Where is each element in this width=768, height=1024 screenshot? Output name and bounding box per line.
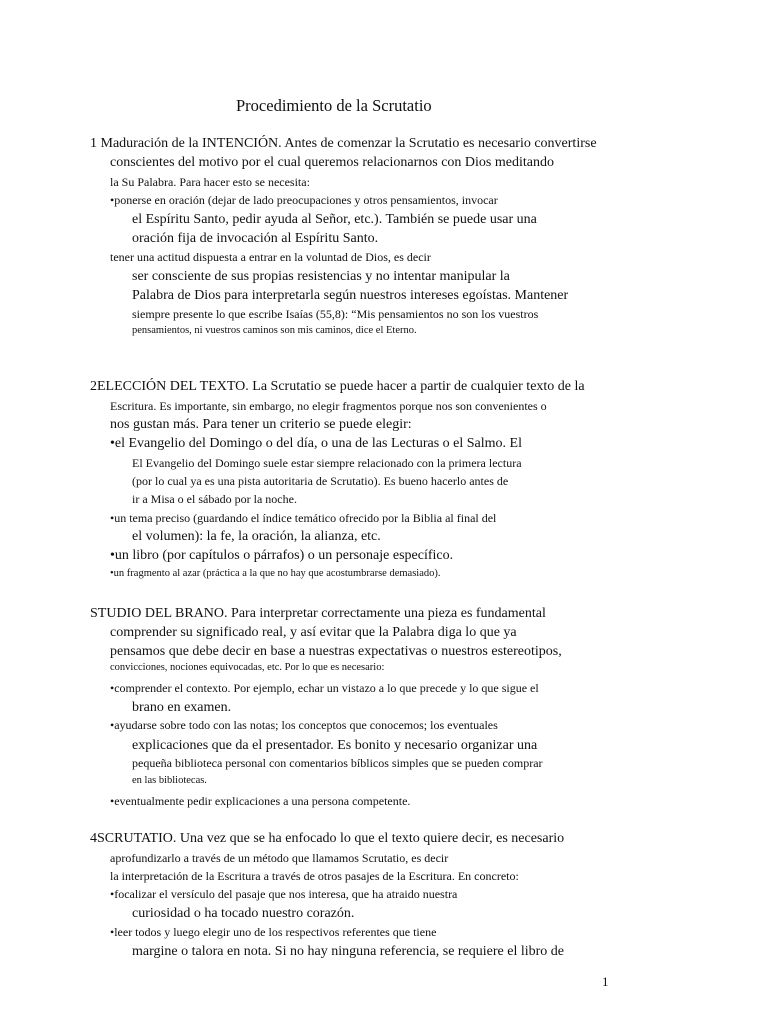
page-title: Procedimiento de la Scrutatio: [236, 96, 432, 115]
section-3-line: brano en examen.: [132, 700, 232, 715]
section-1-line: oración fija de invocación al Espíritu Santo.: [132, 231, 379, 246]
section-3-line: comprender su significado real, y así evitar que la Palabra diga lo que ya: [110, 625, 517, 640]
section-2-line: (por lo cual ya es una pista autoritaria de Scrutatio). Es bueno hacerlo antes de: [132, 474, 509, 488]
section-4-line: margine o talora en nota. Si no hay ninguna referencia, se requiere el libro de: [132, 944, 565, 959]
section-2-line: el volumen): la fe, la oración, la alianza, etc.: [132, 529, 381, 544]
section-2-heading-line: 2ELECCIÓN DEL TEXTO. La Scrutatio se puede hacer a partir de cualquier texto de la: [90, 379, 585, 394]
section-4-line: curiosidad o ha tocado nuestro corazón.: [132, 906, 355, 921]
section-2-bullet: •un fragmento al azar (práctica a la que no hay que acostumbrarse demasiado).: [110, 568, 441, 579]
section-2-bullet: •un tema preciso (guardando el índice temático ofrecido por la Biblia al final del: [110, 511, 497, 525]
section-3-line: pequeña biblioteca personal con comentarios bíblicos simples que se pueden comprar: [132, 756, 543, 770]
section-2-line: Escritura. Es importante, sin embargo, no elegir fragmentos porque nos son convenientes o: [110, 399, 547, 413]
section-1-line: ser consciente de sus propias resistencias y no intentar manipular la: [132, 269, 510, 284]
section-1-line: siempre presente lo que escribe Isaías (55,8): “Mis pensamientos no son los vuestros: [132, 307, 539, 321]
page-number: 1: [602, 974, 609, 989]
section-2-line: El Evangelio del Domingo suele estar siempre relacionado con la primera lectura: [132, 456, 522, 470]
section-3-heading-line: STUDIO DEL BRANO. Para interpretar correctamente una pieza es fundamental: [90, 606, 546, 621]
section-1-bullet: •ponerse en oración (dejar de lado preocupaciones y otros pensamientos, invocar: [110, 193, 498, 207]
section-2-line: ir a Misa o el sábado por la noche.: [132, 492, 297, 506]
section-4-heading-line: 4SCRUTATIO. Una vez que se ha enfocado lo que el texto quiere decir, es necesario: [90, 831, 565, 846]
section-1-heading-line: 1 Maduración de la INTENCIÓN. Antes de comenzar la Scrutatio es necesario convertirse: [90, 136, 597, 151]
section-3-bullet: •comprender el contexto. Por ejemplo, echar un vistazo a lo que precede y lo que sigue el: [110, 681, 539, 695]
section-4-line: la interpretación de la Escritura a través de otros pasajes de la Escritura. En concreto:: [110, 869, 519, 883]
section-1-line: conscientes del motivo por el cual queremos relacionarnos con Dios meditando: [110, 155, 554, 170]
section-1-line: pensamientos, ni vuestros caminos son mis caminos, dice el Eterno.: [132, 325, 417, 336]
section-3-line: en las bibliotecas.: [132, 775, 207, 786]
section-2-bullet: •el Evangelio del Domingo o del día, o una de las Lecturas o el Salmo. El: [110, 436, 522, 451]
section-1-line: la Su Palabra. Para hacer esto se necesita:: [110, 175, 310, 189]
section-4-bullet: •leer todos y luego elegir uno de los respectivos referentes que tiene: [110, 925, 437, 939]
section-1-line: Palabra de Dios para interpretarla según nuestros intereses egoístas. Mantener: [132, 288, 569, 303]
section-4-line: aprofundizarlo a través de un método que llamamos Scrutatio, es decir: [110, 851, 449, 865]
section-3-line: convicciones, nociones equivocadas, etc. Por lo que es necesario:: [110, 662, 385, 673]
section-2-bullet: •un libro (por capítulos o párrafos) o un personaje específico.: [110, 548, 454, 563]
section-3-line: explicaciones que da el presentador. Es bonito y necesario organizar una: [132, 738, 538, 753]
section-3-line: pensamos que debe decir en base a nuestras expectativas o nuestros estereotipos,: [110, 644, 562, 659]
section-3-bullet: •eventualmente pedir explicaciones a una persona competente.: [110, 794, 411, 808]
section-1-bullet: tener una actitud dispuesta a entrar en la voluntad de Dios, es decir: [110, 250, 431, 264]
section-1-line: el Espíritu Santo, pedir ayuda al Señor, etc.). También se puede usar una: [132, 212, 537, 227]
section-4-bullet: •focalizar el versículo del pasaje que nos interesa, que ha atraido nuestra: [110, 887, 458, 901]
section-3-bullet: •ayudarse sobre todo con las notas; los conceptos que conocemos; los eventuales: [110, 718, 498, 732]
section-2-line: nos gustan más. Para tener un criterio se puede elegir:: [110, 417, 412, 432]
